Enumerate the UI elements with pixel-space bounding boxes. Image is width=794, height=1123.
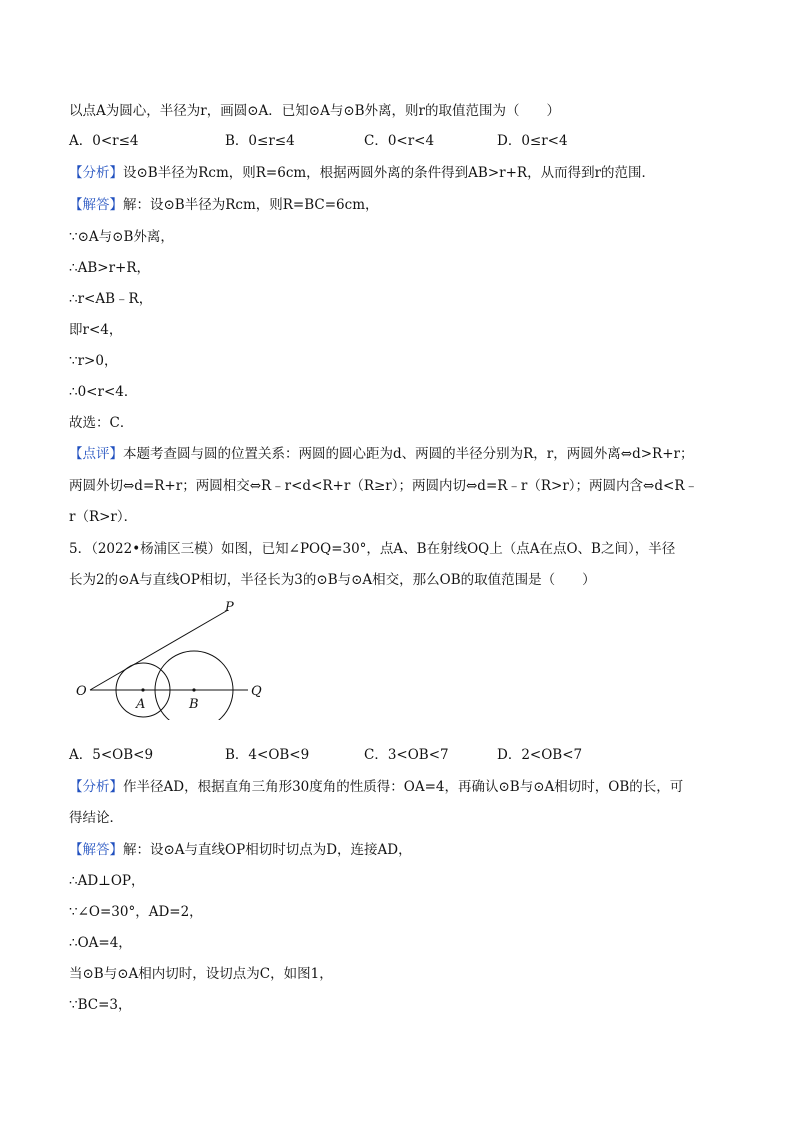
solution-line: ∴AB>r+R， [69,260,150,276]
q5-option-d: D．2<OB<7 [497,747,583,763]
analysis-text: 设⊙B半径为Rcm，则R=6cm，根据两圆外离的条件得到AB>r+R，从而得到r的范围． [123,165,656,181]
q5-solution-first [69,840,754,860]
solution-line: ∴0<r<4． [69,384,138,400]
solution-line: ∵BC=3， [69,997,132,1013]
solution-line: ∴AD⊥OP， [69,873,145,889]
q5-option-c: C．3<OB<7 [364,747,449,763]
analysis-line: 作半径AD，根据直角三角形30度角的性质得：OA=4，再确认⊙B与⊙A相切时，OB的长，可 [123,779,684,795]
q4-option-b: B．0≤r≤4 [225,133,295,149]
solution-tag: 【解答】 [69,842,123,858]
q4-option-c: C．0<r<4 [364,133,435,149]
solution-line: ∵⊙A与⊙B外离， [69,229,174,245]
solution-line: ∵r>0， [69,353,118,369]
point-a [141,688,144,691]
ray-op [90,610,228,690]
analysis-line: 得结论． [69,810,123,826]
solution-line: ∴OA=4， [69,935,132,951]
q4-stem: 以点A为圆心，半径为r，画圆⊙A．已知⊙A与⊙B外离，则r的取值范围为（ ） [69,103,561,119]
analysis-tag: 【分析】 [69,779,123,795]
point-b [192,688,195,691]
solution-line: 当⊙B与⊙A相内切时，设切点为C，如图1， [69,966,333,982]
q5-option-a: A．5<OB<9 [69,747,154,763]
q5-option-b: B．4<OB<9 [225,747,310,763]
q4-solution-first [69,195,754,215]
label-a: A [136,697,146,712]
solution-line: ∵∠O=30°，AD=2， [69,904,203,920]
q5-analysis-first [69,777,754,797]
geometry-figure [70,600,280,720]
label-q: Q [251,684,262,699]
label-p: P [225,600,234,615]
solution-tag: 【解答】 [69,197,123,213]
q4-option-a: A．0<r≤4 [69,133,139,149]
label-o: O [76,684,87,699]
solution-line: ∴r<AB﹣R， [69,291,153,307]
q5-stem-line: 长为2的⊙A与直线OP相切，半径长为3的⊙B与⊙A相交，那么OB的取值范围是（ ） [69,572,596,588]
solution-line: 即r<4， [69,322,123,338]
comment-line: r（R>r）． [69,509,138,525]
label-b: B [189,697,199,712]
q4-option-d: D．0≤r<4 [497,133,568,149]
geometry-figure-svg [70,600,280,720]
comment-line: 本题考查圆与圆的位置关系：两圆的圆心距为d、两圆的半径分别为R，r，两圆外离⇔d>R+r； [123,446,694,462]
solution-line: 解：设⊙A与直线OP相切时切点为D，连接AD， [123,842,412,858]
comment-line: 两圆外切⇔d=R+r；两圆相交⇔R﹣r<d<R+r（R≥r）；两圆内切⇔d=R﹣r（R>r）；两圆内含⇔d<R﹣ [69,478,698,494]
solution-line: 解：设⊙B半径为Rcm，则R=BC=6cm， [123,197,379,213]
comment-tag: 【点评】 [69,446,123,462]
q4-comment-first [69,444,754,464]
q4-analysis [69,163,754,183]
solution-line: 故选：C． [69,415,134,431]
q5-stem-line: 5．（2022•杨浦区三模）如图，已知∠POQ=30°，点A、B在射线OQ上（点A在点O、B之间），半径 [69,541,676,557]
analysis-tag: 【分析】 [69,165,123,181]
